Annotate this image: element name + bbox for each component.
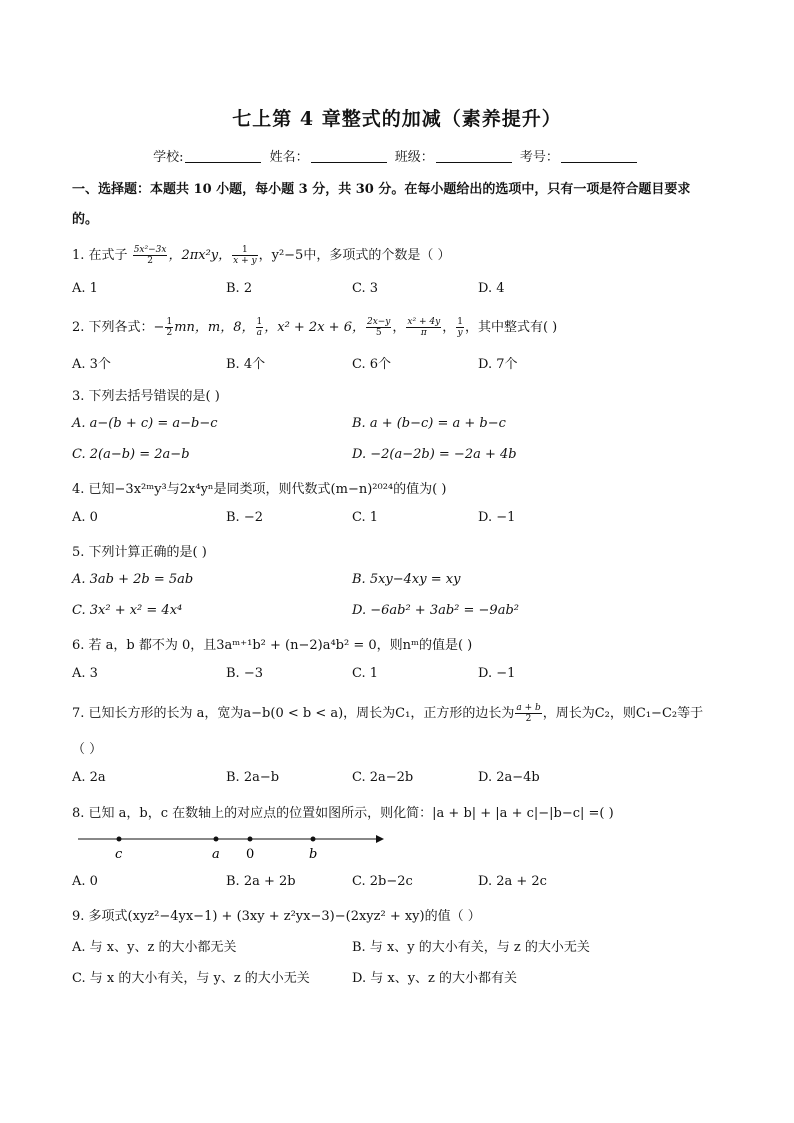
q1-text-a: 1. 在式子 — [72, 248, 128, 263]
q1-frac1-num: 5x²−3x — [133, 245, 167, 255]
q3-option-c[interactable]: C. 2(a−b) = 2a−b — [72, 447, 190, 462]
q1-text-b: ，y²−5中，多项式的个数是（ ） — [258, 248, 451, 263]
label-a: a — [212, 847, 220, 862]
school-label: 学校: — [153, 150, 184, 165]
point-c — [117, 837, 122, 842]
q2-fraction-4 — [406, 317, 441, 338]
q2-fraction-1 — [165, 317, 173, 338]
q2-tail: ，其中整式有( ) — [464, 320, 558, 335]
q2-text: 2. 下列各式： — [72, 320, 154, 335]
question-1-stem — [72, 244, 450, 266]
q4-option-d[interactable]: D. −1 — [478, 510, 516, 525]
q2-sep3: ， — [392, 320, 406, 335]
number-line-figure — [72, 828, 392, 862]
q3-option-b[interactable]: B. a + (b−c) = a + b−c — [352, 416, 506, 431]
q5-option-a[interactable]: A. 3ab + 2b = 5ab — [72, 572, 194, 587]
q8-option-a[interactable]: A. 0 — [72, 874, 98, 889]
q6-option-b[interactable]: B. −3 — [226, 666, 263, 681]
q4-option-b[interactable]: B. −2 — [226, 510, 263, 525]
q5-option-b[interactable]: B. 5xy−4xy = xy — [352, 572, 461, 587]
school-blank[interactable] — [185, 162, 261, 163]
q5-option-d[interactable]: D. −6ab² + 3ab² = −9ab² — [352, 603, 519, 618]
q6-option-d[interactable]: D. −1 — [478, 666, 516, 681]
q2-neg: − — [153, 320, 165, 335]
q8-option-d[interactable]: D. 2a + 2c — [478, 874, 547, 889]
q3-option-a[interactable]: A. a−(b + c) = a−b−c — [72, 416, 218, 431]
q2-f2-den: a — [256, 328, 263, 338]
arrow-right-icon — [376, 835, 384, 843]
point-a — [214, 837, 219, 842]
q7-frac-den: 2 — [525, 714, 532, 724]
q9-option-c[interactable]: C. 与 x 的大小有关，与 y、z 的大小无关 — [72, 971, 310, 986]
question-5-stem: 5. 下列计算正确的是( ) — [72, 545, 207, 560]
label-c: c — [115, 847, 123, 862]
point-zero — [248, 837, 253, 842]
q1-text-mid: ，2πx²y， — [168, 248, 232, 263]
q2-f1-den: 2 — [166, 328, 173, 338]
q8-option-c[interactable]: C. 2b−2c — [352, 874, 413, 889]
label-b: b — [309, 847, 318, 862]
q1-option-c[interactable]: C. 3 — [352, 281, 379, 296]
q2-f5-num: 1 — [457, 317, 463, 327]
q7-text-b: ，周长为C₂，则C₁−C₂等于 — [542, 706, 704, 721]
number-label: 考号： — [519, 150, 559, 165]
q7-option-a[interactable]: A. 2a — [72, 770, 106, 785]
class-label: 班级： — [394, 150, 434, 165]
q2-after-f1: mn，m，8， — [174, 320, 255, 335]
q2-f2-num: 1 — [256, 317, 263, 327]
name-label: 姓名： — [269, 150, 309, 165]
q2-option-a[interactable]: A. 3个 — [72, 357, 111, 372]
q3-option-d[interactable]: D. −2(a−2b) = −2a + 4b — [352, 447, 517, 462]
label-zero: 0 — [246, 847, 255, 862]
q1-frac2-num: 1 — [232, 245, 257, 256]
question-7-stem — [72, 702, 703, 724]
q1-option-d[interactable]: D. 4 — [478, 281, 505, 296]
q1-fraction-1 — [133, 245, 168, 266]
q1-frac1-den: 2 — [147, 256, 153, 266]
q2-f1-num: 1 — [166, 317, 173, 327]
q1-fraction-2 — [232, 245, 257, 266]
q2-option-d[interactable]: D. 7个 — [478, 357, 518, 372]
question-4-stem: 4. 已知−3x²ᵐy³与2x⁴yⁿ是同类项，则代数式(m−n)²⁰²⁴的值为( ) — [72, 482, 447, 497]
q9-option-a[interactable]: A. 与 x、y、z 的大小都无关 — [72, 940, 237, 955]
question-8-stem: 8. 已知 a，b，c 在数轴上的对应点的位置如图所示，则化简：|a + b| + |a + c|−|b−c| =( ) — [72, 806, 614, 821]
q8-option-b[interactable]: B. 2a + 2b — [226, 874, 296, 889]
q2-f3-den: 5 — [375, 328, 382, 338]
q6-option-c[interactable]: C. 1 — [352, 666, 379, 681]
q2-f3-num: 2x−y — [366, 317, 391, 327]
q9-option-d[interactable]: D. 与 x、y、z 的大小都有关 — [352, 971, 518, 986]
q2-option-c[interactable]: C. 6个 — [352, 357, 392, 372]
question-7-stem-cont: （ ） — [72, 742, 103, 757]
question-6-stem: 6. 若 a，b 都不为 0，且3aᵐ⁺¹b² + (n−2)a⁴b² = 0，则nᵐ的值是( ) — [72, 638, 473, 653]
q4-option-a[interactable]: A. 0 — [72, 510, 98, 525]
q2-after-f2: ，x² + 2x + 6， — [264, 320, 365, 335]
section-heading-line2: 的。 — [72, 212, 99, 227]
section-heading-line1: 一、选择题：本题共 10 小题，每小题 3 分，共 30 分。在每小题给出的选项中，只有一项是符合题目要求 — [72, 182, 691, 197]
q2-f5-den: y — [457, 328, 463, 338]
q7-option-c[interactable]: C. 2a−2b — [352, 770, 414, 785]
q2-f4-num: x² + 4y — [407, 317, 441, 327]
q4-option-c[interactable]: C. 1 — [352, 510, 379, 525]
q2-sep4: ， — [442, 320, 456, 335]
q9-option-b[interactable]: B. 与 x、y 的大小有关，与 z 的大小无关 — [352, 940, 590, 955]
student-info-row — [0, 146, 794, 165]
q1-option-a[interactable]: A. 1 — [72, 281, 98, 296]
question-9-stem: 9. 多项式(xyz²−4yx−1) + (3xy + z²yx−3)−(2xyz² + xy)的值（ ） — [72, 909, 481, 924]
question-2-stem — [72, 316, 557, 338]
question-3-stem: 3. 下列去括号错误的是( ) — [72, 389, 220, 404]
q7-frac-num: a + b — [516, 703, 541, 713]
q7-option-d[interactable]: D. 2a−4b — [478, 770, 540, 785]
q7-fraction — [515, 703, 541, 724]
q2-fraction-2 — [256, 317, 264, 338]
q2-option-b[interactable]: B. 4个 — [226, 357, 266, 372]
q1-option-b[interactable]: B. 2 — [226, 281, 253, 296]
number-blank[interactable] — [561, 162, 637, 163]
q2-fraction-5 — [456, 317, 464, 338]
page-title: 七上第 4 章整式的加减（素养提升） — [232, 108, 562, 130]
q7-text-a: 7. 已知长方形的长为 a，宽为a−b(0 < b < a)，周长为C₁，正方形的边长为 — [72, 706, 515, 721]
class-blank[interactable] — [436, 162, 512, 163]
q5-option-c[interactable]: C. 3x² + x² = 4x⁴ — [72, 603, 183, 618]
q2-fraction-3 — [366, 317, 391, 338]
q2-f4-den: π — [420, 328, 427, 338]
name-blank[interactable] — [311, 162, 387, 163]
point-b — [311, 837, 316, 842]
q6-option-a[interactable]: A. 3 — [72, 666, 98, 681]
q7-option-b[interactable]: B. 2a−b — [226, 770, 280, 785]
q1-frac2-den: x + y — [233, 256, 257, 266]
